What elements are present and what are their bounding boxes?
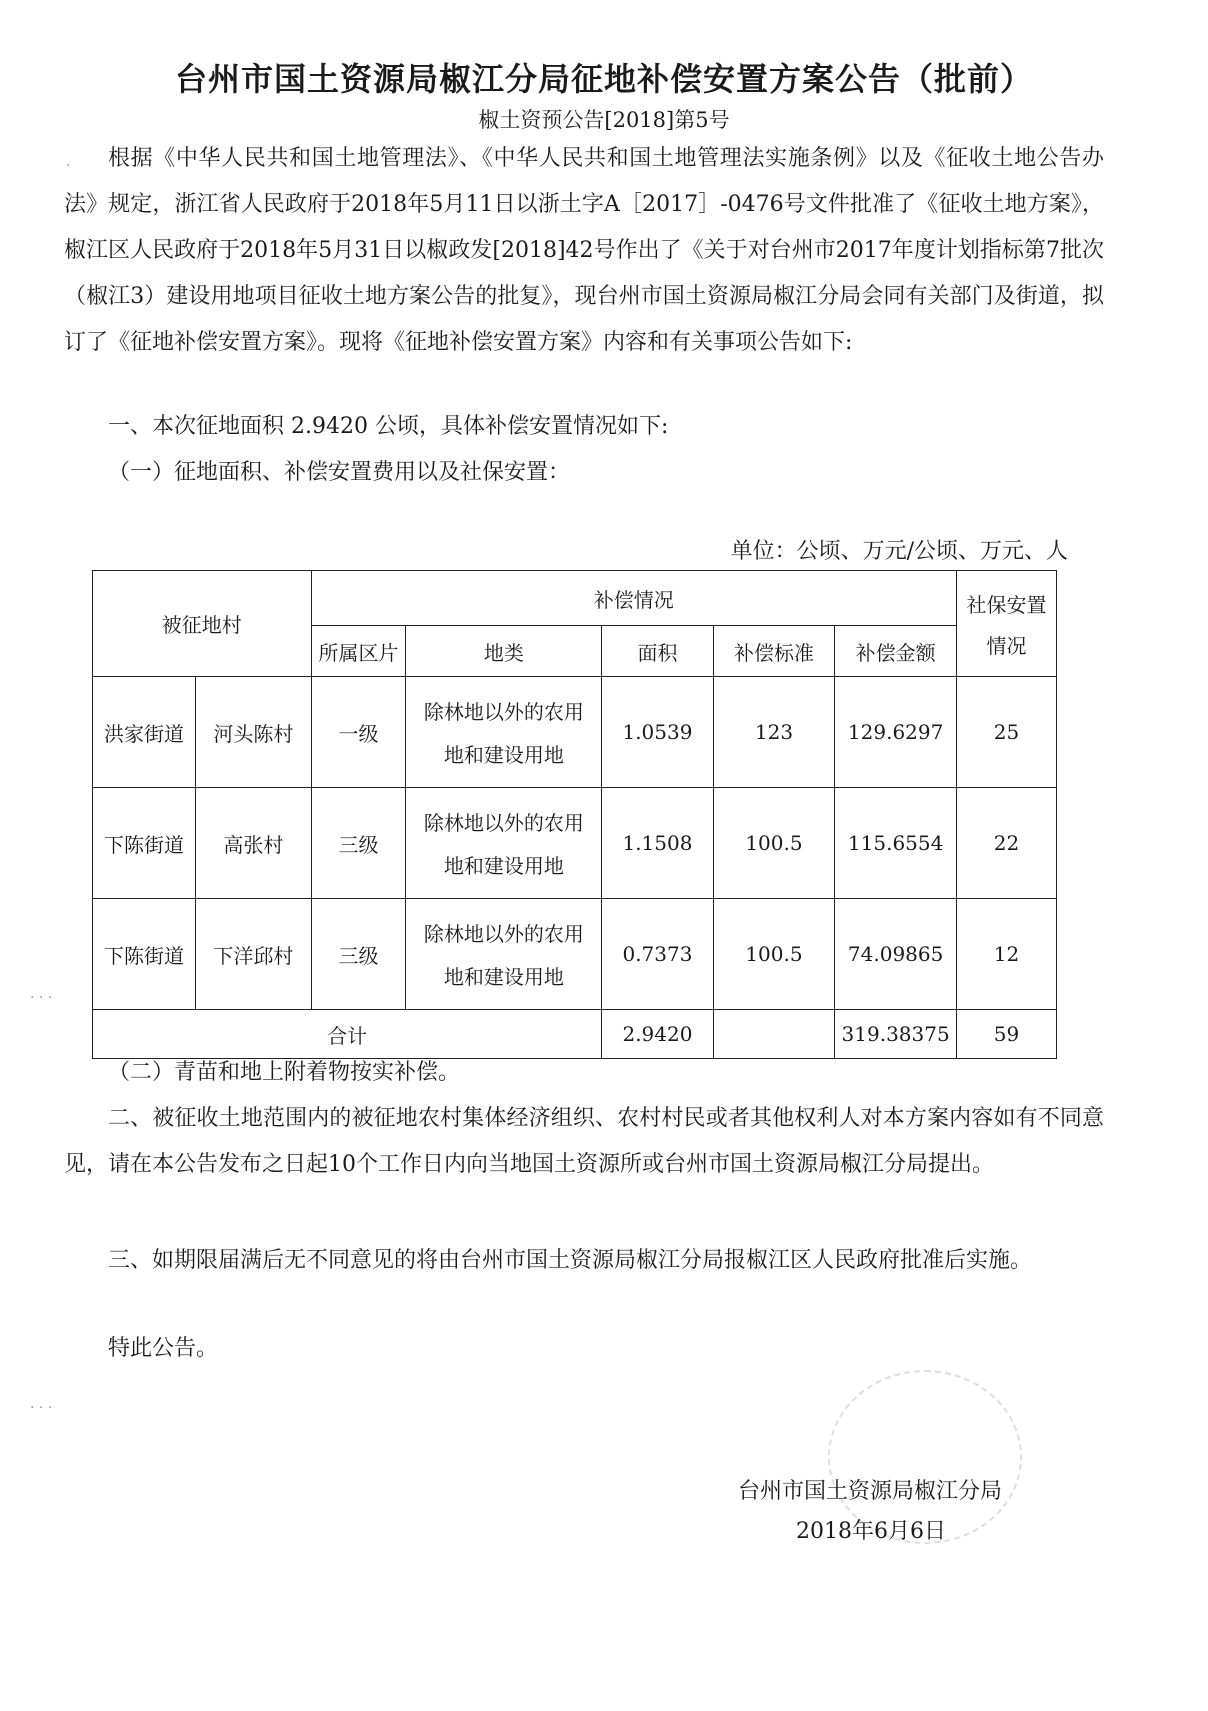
total-standard-empty: [713, 1010, 835, 1059]
cell-area: 1.0539: [602, 677, 713, 788]
cell-amount: 129.6297: [835, 677, 957, 788]
total-social: 59: [956, 1010, 1056, 1059]
header-amount: 补偿金额: [835, 626, 957, 677]
cell-district: 三级: [311, 788, 406, 899]
cell-social: 22: [956, 788, 1056, 899]
scan-speck: · · ·: [30, 1400, 53, 1416]
table-row: [93, 788, 1057, 899]
cell-social: 12: [956, 899, 1056, 1010]
cell-area: 1.1508: [602, 788, 713, 899]
cell-standard: 100.5: [713, 788, 835, 899]
cell-standard: 123: [713, 677, 835, 788]
cell-standard: 100.5: [713, 899, 835, 1010]
table-row: [93, 677, 1057, 788]
subsection-1: （一）征地面积、补偿安置费用以及社保安置：: [108, 460, 571, 485]
intro-paragraph: 根据《中华人民共和国土地管理法》、《中华人民共和国土地管理法实施条例》以及《征收土地公告办法》规定，浙江省人民政府于2018年5月11日以浙土字A［2017］-0476号文件批准了《征收土地方案》，椒江区人民政府于2018年5月31日以椒政发[2018]42号作出了《关于对台州市2017年度计划指标第7批次（椒江3）建设用地项目征收土地方案公告的批复》，现台州市国土资源局椒江分局会同有关部门及街道，拟订了《征地补偿安置方案》。现将《征地补偿安置方案》内容和有关事项公告如下:: [64, 146, 1104, 355]
page-title: 台州市国土资源局椒江分局征地补偿安置方案公告（批前）: [174, 60, 1033, 98]
cell-street: 下陈街道: [93, 899, 196, 1010]
subsection-2: （二）青苗和地上附着物按实补偿。: [108, 1060, 461, 1085]
header-compensation: 补偿情况: [311, 571, 956, 626]
issuer-signature: 台州市国土资源局椒江分局: [738, 1479, 1003, 1504]
total-amount: 319.38375: [835, 1010, 957, 1059]
cell-district: 三级: [311, 899, 406, 1010]
header-social-line1: 社保安置: [966, 592, 1047, 617]
closing-text: 特此公告。: [108, 1336, 219, 1361]
cell-land-type: [406, 677, 602, 788]
table-row: [93, 899, 1057, 1010]
cell-social: 25: [956, 677, 1056, 788]
section-2: 二、被征收土地范围内的被征地农村集体经济组织、农村村民或者其他权利人对本方案内容如有不同意见，请在本公告发布之日起10个工作日内向当地国土资源所或台州市国土资源局椒江分局提出。: [64, 1106, 1104, 1177]
land-type-line1: 除林地以外的农用: [423, 922, 584, 946]
section-3: 三、如期限届满后无不同意见的将由台州市国土资源局椒江分局报椒江区人民政府批准后实施。: [108, 1248, 1033, 1273]
cell-amount: 74.09865: [835, 899, 957, 1010]
land-type-line1: 除林地以外的农用: [423, 700, 584, 724]
header-land-type: 地类: [406, 626, 602, 677]
header-row: [93, 571, 1057, 626]
cell-district: 一级: [311, 677, 406, 788]
total-label: 合计: [93, 1010, 602, 1059]
land-type-line2: 地和建设用地: [443, 854, 564, 878]
cell-amount: 115.6554: [835, 788, 957, 899]
cell-street: 下陈街道: [93, 788, 196, 899]
cell-village: 下洋邱村: [196, 899, 311, 1010]
cell-village: 高张村: [196, 788, 311, 899]
total-area: 2.9420: [602, 1010, 713, 1059]
issue-date: 2018年6月6日: [796, 1519, 946, 1544]
header-social-security: [956, 571, 1056, 677]
land-type-line1: 除林地以外的农用: [423, 811, 584, 835]
unit-label: 单位：公顷、万元/公顷、万元、人: [730, 539, 1068, 564]
compensation-table: [92, 570, 1057, 1059]
cell-land-type: [406, 788, 602, 899]
scan-speck: ·: [66, 158, 71, 174]
cell-village: 河头陈村: [196, 677, 311, 788]
header-district: 所属区片: [311, 626, 406, 677]
header-social-line2: 情况: [986, 633, 1027, 658]
header-area: 面积: [602, 626, 713, 677]
document-number: 椒土资预公告[2018]第5号: [478, 108, 730, 132]
land-type-line2: 地和建设用地: [443, 743, 564, 767]
cell-land-type: [406, 899, 602, 1010]
land-type-line2: 地和建设用地: [443, 965, 564, 989]
header-village: 被征地村: [93, 571, 312, 677]
scan-speck: · · ·: [30, 990, 53, 1006]
cell-area: 0.7373: [602, 899, 713, 1010]
header-standard: 补偿标准: [713, 626, 835, 677]
section-1: 一、本次征地面积 2.9420 公顷，具体补偿安置情况如下:: [108, 414, 669, 439]
cell-street: 洪家街道: [93, 677, 196, 788]
